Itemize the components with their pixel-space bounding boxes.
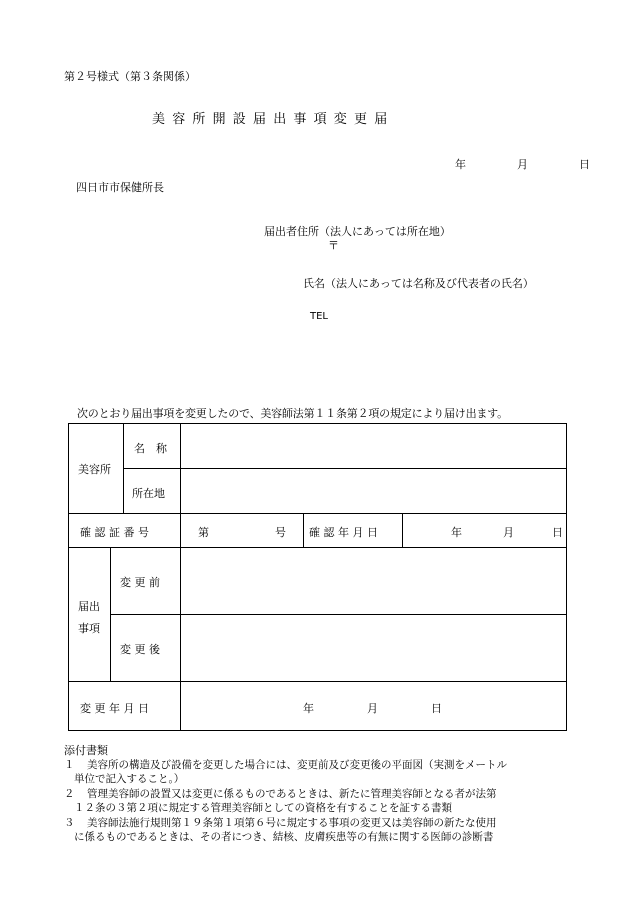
recipient: 四日市市保健所長 <box>76 181 164 194</box>
attachment-1-num: １ <box>64 759 75 771</box>
applicant-address-label: 届出者住所（法人にあっては所在地） <box>264 225 451 238</box>
table-line <box>180 423 181 547</box>
tel-label: TEL <box>310 311 328 322</box>
cert-number-suffix: 号 <box>275 526 286 539</box>
table-line <box>402 513 403 547</box>
salon-label: 美容所 <box>78 463 111 476</box>
attachment-3-num: ３ <box>64 817 75 829</box>
date-year-label: 年 <box>455 158 466 171</box>
change-date-label: 変 更 年 月 日 <box>80 702 149 715</box>
document-title: 美容所開設届出事項変更届 <box>152 112 395 127</box>
table-border-top <box>68 423 566 424</box>
applicant-name-label: 氏名（法人にあっては名称及び代表者の氏名） <box>303 277 534 290</box>
change-date-year: 年 <box>303 702 314 715</box>
attachment-2-line1: 管理美容師の設置又は変更に係るものであるときは、新たに管理美容師となる者が法第 <box>87 788 497 800</box>
table-line <box>110 547 111 681</box>
attachment-3-line2: に係るものであるときは、その者につき、結核、皮膚疾患等の有無に関する医師の診断書 <box>74 831 494 843</box>
table-line <box>68 547 566 548</box>
table-line <box>68 681 566 682</box>
attachment-3-line1: 美容師法施行規則第１９条第１項第６号に規定する事項の変更又は美容師の新たな使用 <box>87 817 497 829</box>
table-line <box>110 614 566 615</box>
form-number: 第２号様式（第３条関係） <box>64 70 196 83</box>
postal-mark: 〒 <box>328 239 339 252</box>
table-line <box>68 513 566 514</box>
cert-date-day: 日 <box>552 526 563 539</box>
cert-number-prefix: 第 <box>198 526 209 539</box>
attachment-1-line1: 美容所の構造及び設備を変更した場合には、変更前及び変更後の平面図（実測をメートル <box>87 759 507 771</box>
table-line <box>180 547 181 731</box>
attachments-title: 添付書類 <box>64 744 108 757</box>
cert-date-month: 月 <box>503 526 514 539</box>
cert-date-year: 年 <box>451 526 462 539</box>
before-change-label: 変 更 前 <box>120 576 160 589</box>
table-border-right <box>566 423 567 731</box>
table-line <box>123 468 566 469</box>
after-change-label: 変 更 後 <box>120 643 160 656</box>
change-date-month: 月 <box>367 702 378 715</box>
cert-date-label: 確 認 年 月 日 <box>309 526 378 539</box>
attachment-2-num: ２ <box>64 788 75 800</box>
intro-text: 次のとおり届出事項を変更したので、美容師法第１１条第２項の規定により届け出ます。 <box>77 407 508 420</box>
table-line <box>303 513 304 547</box>
items-label-line1: 届出 <box>78 600 100 613</box>
date-month-label: 月 <box>517 158 528 171</box>
salon-location-label: 所在地 <box>132 487 165 500</box>
cert-number-label: 確 認 証 番 号 <box>80 526 149 539</box>
table-border-bottom <box>68 730 566 731</box>
table-border-left <box>68 423 69 731</box>
attachment-1-line2: 単位で記入すること。） <box>74 773 185 785</box>
submission-date <box>455 156 590 172</box>
change-date-day: 日 <box>431 702 442 715</box>
date-day-label: 日 <box>579 158 590 171</box>
salon-name-label: 名 称 <box>134 442 167 455</box>
items-label-line2: 事項 <box>78 622 100 635</box>
attachment-2-line2: １２条の３第２項に規定する管理美容師としての資格を有することを証する書類 <box>74 802 452 814</box>
table-line <box>123 423 124 513</box>
